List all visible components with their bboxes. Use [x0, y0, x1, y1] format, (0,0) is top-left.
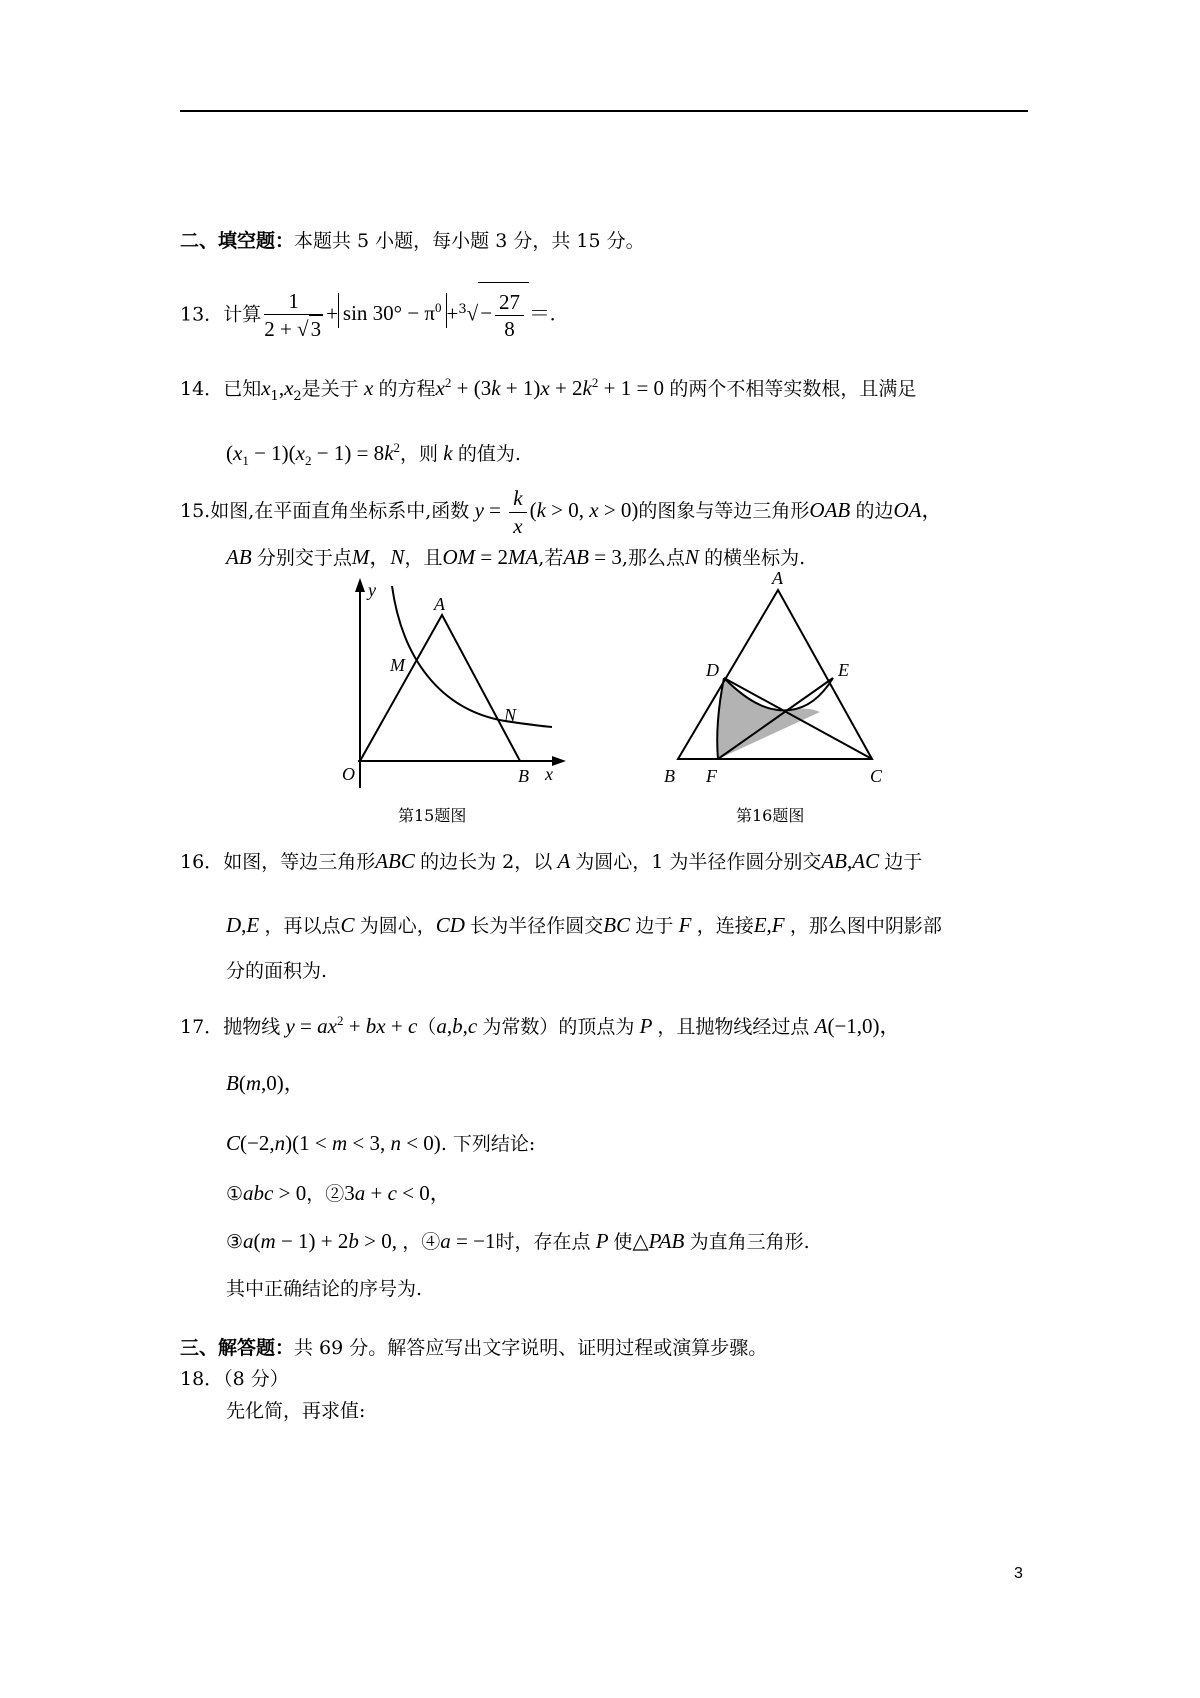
q14-text-a: 已知 — [223, 378, 262, 400]
page-number: 3 — [1014, 1565, 1023, 1582]
q14-text-d: 的两个不相等实数根，且满足 — [669, 378, 917, 400]
section-2-heading — [180, 228, 645, 254]
q14-text-c: 的方程 — [378, 378, 436, 400]
q17-text-g: 使 — [613, 1231, 633, 1253]
q16-number: 16． — [180, 851, 224, 873]
q16-text-e: ，再以点 — [264, 915, 341, 937]
q14-text-f: 的值为. — [457, 443, 521, 465]
question-14-line-2: $(x_1 - 1)(x_2 - 1) = 8k^2$，则 k 的值为. — [226, 440, 521, 469]
question-17-line-5: ③a(m − 1) + 2b > 0, ，④a = −1时，存在点 P 使△PAB 为直角三角形. — [226, 1229, 810, 1253]
q16-text-f: 为圆心， — [359, 915, 436, 937]
q17-text-d: ，且抛物线经过点 — [657, 1016, 810, 1038]
question-16-line-3: 分的面积为. — [226, 960, 328, 982]
section-3-desc: 共 69 分。解答应写出文字说明、证明过程或演算步骤。 — [294, 1337, 768, 1359]
q14-number: 14． — [180, 378, 224, 400]
q17-number: 17． — [180, 1016, 224, 1038]
q15-text-e: ，且 — [404, 547, 443, 569]
header-rule — [180, 110, 1028, 112]
q17-conclusion-4: ，④ — [402, 1231, 441, 1253]
hyperbola-curve — [392, 586, 552, 727]
question-16-line-1: 16．如图，等边三角形ABC 的边长为 2，以 A 为圆心，1 为半径作圆分别交AB,AC 边于 — [180, 849, 923, 873]
q15-number: 15. — [180, 500, 211, 522]
q16-text-j: ，那么图中阴影部 — [789, 915, 942, 937]
label-m: M — [390, 655, 405, 675]
question-17-line-4: ①abc > 0，②3a + c < 0， — [226, 1181, 451, 1205]
q15-text-h: 的横坐标为. — [704, 547, 806, 569]
q16-text-g: 长为半径作圆交 — [470, 915, 604, 937]
label-n: N — [504, 705, 517, 725]
label-a: A — [772, 568, 783, 588]
q15-text-c: 的边 — [855, 500, 894, 522]
q13-number: 13． — [180, 303, 224, 326]
q17-conclusion-3: ③ — [226, 1231, 244, 1253]
section-2-desc: 本题共 5 小题，每小题 3 分，共 15 分。 — [294, 230, 645, 252]
q13-tail: ＝. — [529, 301, 556, 326]
figure-16 — [660, 568, 890, 788]
x-axis-arrow — [552, 756, 566, 766]
q16-text-c: 为圆心，1 为半径作圆分别交 — [575, 851, 822, 873]
q15-text-d: 分别交于点 — [256, 547, 352, 569]
label-d: D — [706, 660, 719, 680]
q16-text-i: ，连接 — [696, 915, 754, 937]
section-3-heading — [180, 1335, 767, 1361]
label-b: B — [518, 766, 529, 786]
question-18-header: 18．（8 分） — [180, 1368, 289, 1390]
q15-text-a: 如图,在平面直角坐标系中,函数 — [210, 500, 470, 522]
question-18-text: 先化简，再求值: — [226, 1400, 366, 1422]
q17-text-e: . 下列结论: — [440, 1133, 536, 1155]
q16-text-b: 的边长为 2，以 — [420, 851, 553, 873]
y-axis-arrow — [355, 578, 365, 592]
q15-text-g: ,那么点 — [621, 547, 685, 569]
q17-text-f: 时，存在点 — [495, 1231, 591, 1253]
q15-text-b: 的图象与等边三角形 — [638, 500, 810, 522]
triangle-oab — [360, 615, 520, 761]
label-o: O — [342, 764, 355, 784]
q17-text-h: 为直角三角形. — [689, 1231, 810, 1253]
q13-fraction: $\frac{1}{2 + √3}$ — [264, 289, 322, 342]
question-17-line-2: B(m,0)， — [226, 1071, 305, 1095]
q17-text-b: （ — [417, 1016, 437, 1038]
question-15-line-1: 15.如图,在平面直角坐标系中,函数 y = $\frac{k}{x}$ (k > 0, x > 0)的图象与等边三角形OAB 的边OA， — [180, 485, 943, 538]
figure-16-caption: 第16题图 — [736, 806, 805, 825]
question-17-line-3: C(−2,n)(1 < m < 3, n < 0). 下列结论: — [226, 1131, 536, 1155]
question-14-line-1: 14．已知$x_1,x_2$是关于 x 的方程$x^2 + (3k + 1)x + 2k^2 + 1 = 0$ 的两个不相等实数根，且满足 — [180, 375, 917, 404]
label-a: A — [434, 594, 445, 614]
q16-text-a: 如图，等边三角形 — [223, 851, 376, 873]
q13-cube-root: − $\frac{27}{8}$ — [478, 282, 529, 343]
label-e: E — [838, 660, 849, 680]
q14-text-b: 是关于 — [301, 378, 359, 400]
question-13: 13．计算 $\frac{1}{2 + √3}$ + $\sin 30^\circ - \pi^0 +^3√-$ $\frac{27}{8}$ ＝. — [180, 280, 555, 344]
figure-15 — [330, 578, 570, 818]
question-15-line-2: AB 分别交于点M，N，且OM = 2MA,若AB = 3,那么点N 的横坐标为. — [226, 545, 806, 569]
q17-text-a: 抛物线 — [223, 1016, 281, 1038]
label-y: y — [368, 580, 376, 600]
q13-absolute-value: $\sin 30^\circ - \pi^0$ — [338, 293, 447, 328]
section-3-label: 三、解答题： — [180, 1337, 295, 1359]
q17-text-c: 为常数）的顶点为 — [482, 1016, 635, 1038]
q17-conclusion-2: ，② — [306, 1183, 345, 1205]
label-f: F — [706, 766, 717, 786]
label-x: x — [545, 764, 553, 784]
question-17-line-6: 其中正确结论的序号为. — [226, 1278, 423, 1300]
q15-text-f: ,若 — [538, 547, 564, 569]
q16-text-h: 边于 — [635, 915, 674, 937]
question-16-line-2: D,E ，再以点C 为圆心，CD 长为半径作圆交BC 边于 F ，连接E,F ，那么图中阴影部 — [226, 913, 942, 937]
q13-text: 计算 — [223, 303, 262, 326]
q14-text-e: ，则 — [400, 443, 439, 465]
section-2-label: 二、填空题： — [180, 230, 295, 252]
figure-15-caption: 第15题图 — [398, 806, 467, 825]
question-17-line-1: 17．抛物线 $y = ax^2$ + bx + c（a,b,c 为常数）的顶点为 P ，且抛物线经过点 A(−1,0)， — [180, 1013, 901, 1038]
label-b: B — [664, 766, 675, 786]
q17-conclusion-1: ① — [226, 1183, 244, 1205]
shaded-region — [717, 678, 820, 759]
label-c: C — [870, 766, 883, 786]
q16-text-d: 边于 — [884, 851, 923, 873]
